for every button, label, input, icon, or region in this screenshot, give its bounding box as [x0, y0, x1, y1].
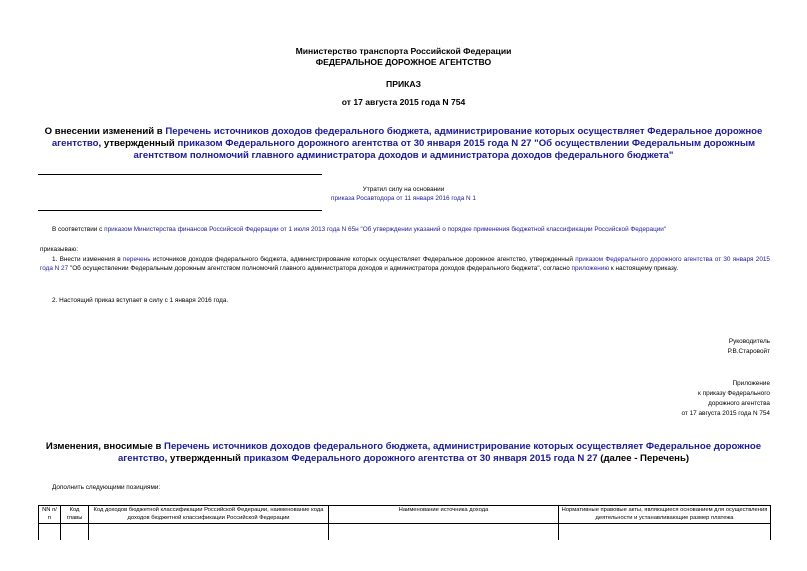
table-cell — [89, 524, 329, 541]
order-title-text: О внесении изменений в — [44, 126, 166, 137]
column-header-number: NN п/п — [39, 506, 61, 524]
table-cell — [39, 524, 61, 541]
order-title — [40, 126, 767, 162]
item-1-text: "Об осуществлении Федеральным дорожным агентством полномочий главного администратора доходов и администратора доходов федерального бюджета", согласно — [68, 264, 572, 272]
appendix-label: Приложение — [732, 380, 770, 387]
repeal-note: Утратил силу на основании — [362, 186, 445, 193]
table-row — [39, 524, 771, 541]
ministry-name: Министерство транспорта Российской Федерации — [295, 46, 512, 56]
signature-name: Р.В.Старовойт — [727, 348, 770, 355]
preamble-link[interactable]: приказом Министерства финансов Российской Федерации от 1 июля 2013 года N 65н "Об утверждении указаний о порядке применения бюджетной классификации Российской Федерации" — [104, 226, 667, 233]
signature-position: Руководитель — [728, 338, 770, 345]
positions-table — [38, 505, 771, 540]
document-type: ПРИКАЗ — [386, 79, 421, 89]
table-header-row — [39, 506, 771, 524]
order-title-link-list[interactable]: Перечень источников доходов федерального бюджета, администрирование которых осуществляет Федеральное дорожное агентство — [51, 126, 763, 149]
changes-title-link-order[interactable]: приказом Федерального дорожного агентства от 30 января 2015 года N 27 — [243, 453, 598, 464]
column-header-legal-acts: Нормативные правовые акты, являющиеся основанием для осуществления деятельности и устанавливающие размер платежа — [559, 506, 771, 524]
order-title-link-order[interactable]: приказом Федерального дорожного агентства от 30 января 2015 года N 27 "Об осуществлении Федеральным дорожным агентством полномочий главного администратора доходов и администратора доходов федерального бюджета" — [133, 138, 756, 161]
supplement-intro: Дополнить следующими позициями: — [52, 484, 161, 491]
column-header-income-source: Наименование источника дохода — [329, 506, 559, 524]
item-1-text: источников доходов федерального бюджета, администрирование которых осуществляет Федеральное дорожное агентство, утвержденный — [150, 256, 576, 263]
table-cell — [559, 524, 771, 541]
item-1-link-order[interactable]: приказом Федерального дорожного агентства от 30 января 2015 года N 27 — [40, 256, 770, 272]
preamble-text: В соответствии с — [52, 226, 105, 233]
appendix-ref-line: дорожного агентства — [708, 400, 770, 407]
preamble — [52, 226, 772, 235]
order-word: приказываю: — [40, 246, 78, 253]
agency-name: ФЕДЕРАЛЬНОЕ ДОРОЖНОЕ АГЕНТСТВО — [315, 57, 492, 67]
item-1 — [40, 256, 770, 273]
divider-bottom — [38, 210, 322, 211]
column-header-chapter-code: Код главы — [61, 506, 89, 524]
appendix-ref-line: к приказу Федерального — [698, 390, 770, 397]
table-cell — [329, 524, 559, 541]
changes-title-text: Изменения, вносимые в — [45, 441, 165, 452]
item-1-link-list[interactable]: перечень — [122, 256, 151, 263]
divider-top — [38, 174, 322, 175]
changes-title — [40, 441, 767, 465]
changes-title-text: , утвержденный — [164, 453, 244, 464]
repeal-link[interactable]: приказа Росавтодора от 11 января 2016 года N 1 — [331, 195, 476, 202]
table-cell — [61, 524, 89, 541]
changes-title-link-list[interactable]: Перечень источников доходов федерального бюджета, администрирование которых осуществляет Федеральное дорожное агентство — [117, 441, 762, 464]
item-1-text: 1. Внести изменения в — [52, 256, 123, 263]
document-date-number: от 17 августа 2015 года N 754 — [341, 97, 466, 107]
item-1-text: к настоящему приказу. — [609, 264, 679, 272]
item-2: 2. Настоящий приказ вступает в силу с 1 января 2016 года. — [52, 297, 229, 304]
column-header-income-code: Код доходов бюджетной классификации Российской Федерации, наименование кода доходов бюджетной классификации Российской Федерации — [89, 506, 329, 524]
appendix-ref-date: от 17 августа 2015 года N 754 — [681, 410, 770, 417]
order-title-text: , утвержденный — [98, 138, 178, 149]
changes-title-text: (далее - Перечень) — [597, 453, 690, 464]
item-1-link-appendix[interactable]: приложению — [571, 264, 610, 272]
